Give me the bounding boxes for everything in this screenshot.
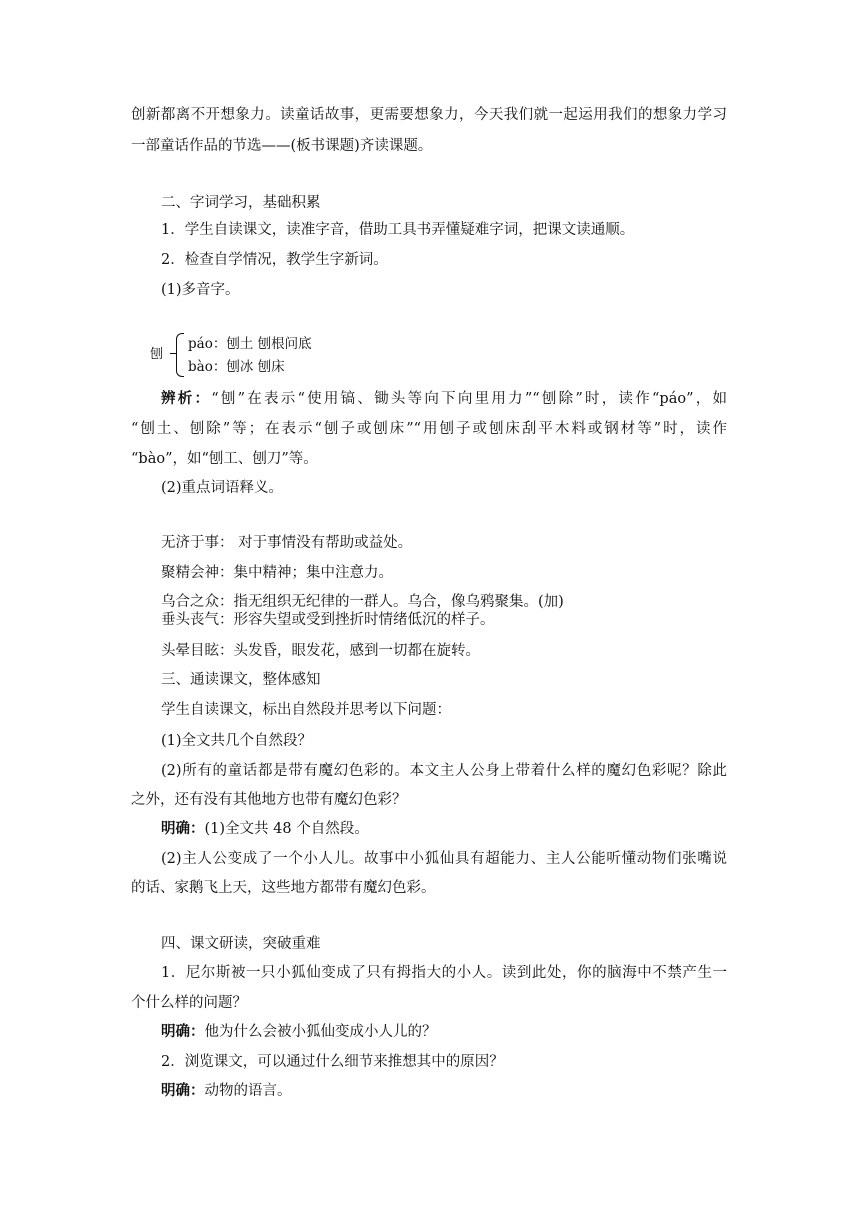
answer-label: 明确： xyxy=(161,1023,205,1040)
section-4-question-1-line-1: 1．尼尔斯被一只小狐仙变成了只有拇指大的小人。读到此处，你的脑海中不禁产生一 xyxy=(161,965,727,981)
section-2-sub-2: (2)重点词语释义。 xyxy=(161,480,284,496)
section-4-question-1-line-2: 个什么样的问题？ xyxy=(131,995,247,1011)
section-3-prompt: 学生自读课文，标出自然段并思考以下问题： xyxy=(161,702,451,718)
section-3-answer-1 xyxy=(161,819,369,839)
analysis-label: 辨析： xyxy=(161,390,212,407)
section-3-heading: 三、通读课文，整体感知 xyxy=(161,672,321,688)
answer-text: (1)全文共 48 个自然段。 xyxy=(204,821,369,837)
word-item: 聚精会神：集中精神；集中注意力。 xyxy=(161,565,393,581)
section-3-answer-2-line-1: (2)主人公变成了一个小人儿。故事中小狐仙具有超能力、主人公能听懂动物们张嘴说 xyxy=(161,851,727,867)
answer-text: 他为什么会被小狐仙变成小人儿的？ xyxy=(204,1024,437,1040)
polyphone-char: 刨 xyxy=(150,347,164,362)
section-3-question-2-line-2: 之外，还有没有其他地方也带有魔幻色彩？ xyxy=(131,792,407,808)
polyphone-reading-1: páo：刨土 刨根问底 xyxy=(188,336,312,352)
answer-label: 明确： xyxy=(161,1082,205,1099)
brace-icon xyxy=(176,333,184,377)
answer-text: 动物的语言。 xyxy=(204,1083,292,1099)
brace-tip-icon xyxy=(170,353,176,354)
polyphone-reading-2: bào：刨冰 刨床 xyxy=(188,359,285,375)
analysis-text-1: “刨”在表示“使用镐、锄头等向下向里用力”“刨除”时，读作“páo”，如 xyxy=(211,391,727,407)
section-2-sub-1: (1)多音字。 xyxy=(161,282,240,298)
section-3-question-1: (1)全文共几个自然段？ xyxy=(161,733,313,749)
section-2-heading: 二、字词学习，基础积累 xyxy=(161,195,321,211)
section-4-answer-1 xyxy=(161,1022,437,1042)
section-3-question-2-line-1: (2)所有的童话都是带有魔幻色彩的。本文主人公身上带着什么样的魔幻色彩呢？除此 xyxy=(161,763,727,779)
analysis-line-1 xyxy=(161,389,727,409)
section-4-heading: 四、课文研读，突破重难 xyxy=(161,936,321,952)
analysis-line-2: “刨土、刨除”等；在表示“刨子或刨床”“用刨子或刨床刮平木料或钢材等”时，读作 xyxy=(131,421,727,437)
word-item: 垂头丧气：形容失望或受到挫折时情绪低沉的样子。 xyxy=(161,612,495,628)
word-item: 乌合之众：指无组织无纪律的一群人。乌合，像乌鸦聚集。(加) xyxy=(161,594,564,610)
section-2-item-2: 2．检查自学情况，教学生字新词。 xyxy=(161,252,388,268)
intro-line-2: 一部童话作品的节选——(板书课题)齐读课题。 xyxy=(131,138,433,154)
intro-line-1: 创新都离不开想象力。读童话故事，更需要想象力，今天我们就一起运用我们的想象力学习 xyxy=(131,107,727,123)
answer-label: 明确： xyxy=(161,820,205,837)
section-4-answer-2 xyxy=(161,1081,292,1101)
word-item: 头晕目眩：头发昏，眼发花，感到一切都在旋转。 xyxy=(161,643,480,659)
word-item: 无济于事： 对于事情没有帮助或益处。 xyxy=(161,535,413,551)
section-2-item-1: 1．学生自读课文，读准字音，借助工具书弄懂疑难字词，把课文读通顺。 xyxy=(161,222,635,238)
section-3-answer-2-line-2: 的话、家鹅飞上天，这些地方都带有魔幻色彩。 xyxy=(131,880,436,896)
analysis-line-3: “bào”，如“刨工、刨刀”等。 xyxy=(131,451,318,467)
section-4-question-2: 2．浏览课文，可以通过什么细节来推想其中的原因？ xyxy=(161,1054,504,1070)
